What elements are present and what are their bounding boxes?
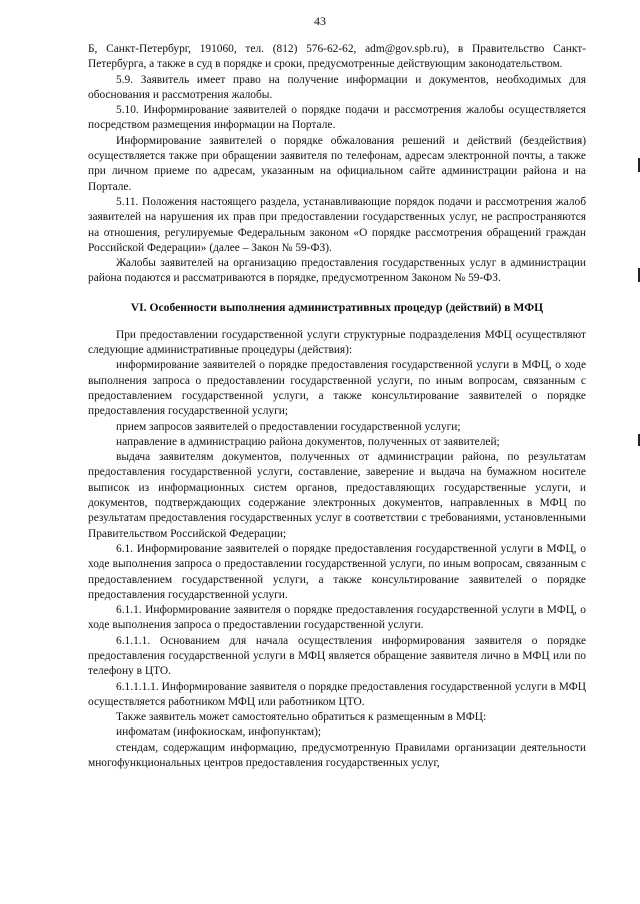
paragraph: 6.1.1.1.1. Информирование заявителя о порядке предоставления государственной услуги в МФЦ осуществляется работником МФЦ или работником ЦТО.	[88, 680, 586, 708]
paragraph: прием запросов заявителей о предоставлении государственной услуги;	[116, 420, 461, 433]
paragraph: Информирование заявителей о порядке обжалования решений и действий (бездействия) осуществляется также при обращении заявителя по телефонам, адресам электронной почты, а также при личном приеме по адресам, указанным на официальном сайте администрации района и на Портале.	[88, 134, 586, 193]
paragraph: 6.1.1. Информирование заявителя о порядке предоставления государственной услуги в МФЦ, о ходе выполнения запроса о предоставлении государственной услуги.	[88, 604, 586, 632]
paragraph: 5.10. Информирование заявителей о порядке подачи и рассмотрения жалобы осуществляется посредством размещения информации на Портале.	[88, 104, 586, 132]
section-vi-text	[88, 328, 586, 772]
paragraph: 5.11. Положения настоящего раздела, устанавливающие порядок подачи и рассмотрения жалоб заявителей на нарушения их прав при предоставлении государственных услуг, не распространяются на отношения, регулируемые Федеральным законом «О порядке рассмотрения обращений граждан Российской Федерации» (далее – Закон № 59-ФЗ).	[88, 195, 586, 254]
paragraph: 6.1.1.1. Основанием для начала осуществления информирования заявителя о порядке предоставления государственной услуги в МФЦ является обращение заявителя лично в МФЦ или по телефону в ЦТО.	[88, 634, 586, 678]
paragraph: информирование заявителей о порядке предоставления государственной услуги в МФЦ, о ходе выполнения запроса о предоставлении государственной услуги, по иным вопросам, связанным с предоставлением государственной услуги, а также консультирование заявителей о порядке предоставления государственной услуги;	[88, 359, 586, 418]
paragraph: стендам, содержащим информацию, предусмотренную Правилами организации деятельности многофункциональных центров предоставления государственных услуг,	[88, 741, 586, 770]
paragraph: При предоставлении государственной услуги структурные подразделения МФЦ осуществляют следующие административные процедуры (действия):	[88, 328, 586, 357]
paragraph: 5.9. Заявитель имеет право на получение информации и документов, необходимых для обоснования и рассмотрения жалобы.	[88, 73, 586, 101]
paragraph: инфоматам (инфокиоскам, инфопунктам);	[116, 726, 322, 739]
paragraph: направление в администрацию района документов, полученных от заявителей;	[116, 435, 500, 448]
paragraph: Жалобы заявителей на организацию предоставления государственных услуг в администрации района подаются и рассматриваются в порядке, предусмотренном Законом № 59-ФЗ.	[88, 257, 586, 285]
paragraph: выдача заявителям документов, полученных от администрации района, по результатам предоставления государственной услуги, составление, заверение и выдача на бумажном носителе выписок из информационных систем органов, предоставляющих государственные услуги, и документов, подтверждающих содержание электронных документов, направленных в МФЦ по результатам предоставления государственных услуг в соответствии с требованиями, установленными Правительством Российской Федерации;	[88, 451, 586, 540]
paragraph: Также заявитель может самостоятельно обратиться к размещенным в МФЦ:	[116, 711, 487, 724]
paragraph: 6.1. Информирование заявителей о порядке предоставления государственной услуги в МФЦ, о ходе выполнения запроса о предоставлении государственной услуги, по иным вопросам, связанным с предоставлением государственной услуги, а также консультирование заявителей о порядке предоставления государственной услуги.	[88, 542, 586, 601]
section-heading: VI. Особенности выполнения административных процедур (действий) в МФЦ	[130, 300, 544, 314]
page-number: 43	[314, 14, 326, 28]
paragraph: Б, Санкт-Петербург, 191060, тел. (812) 576-62-62, adm@gov.spb.ru), в Правительство Санкт-Петербурга, а также в суд в порядке и сроки, предусмотренные действующим законодательством.	[88, 43, 586, 71]
section-v-text	[88, 42, 586, 287]
document-body	[88, 42, 586, 771]
